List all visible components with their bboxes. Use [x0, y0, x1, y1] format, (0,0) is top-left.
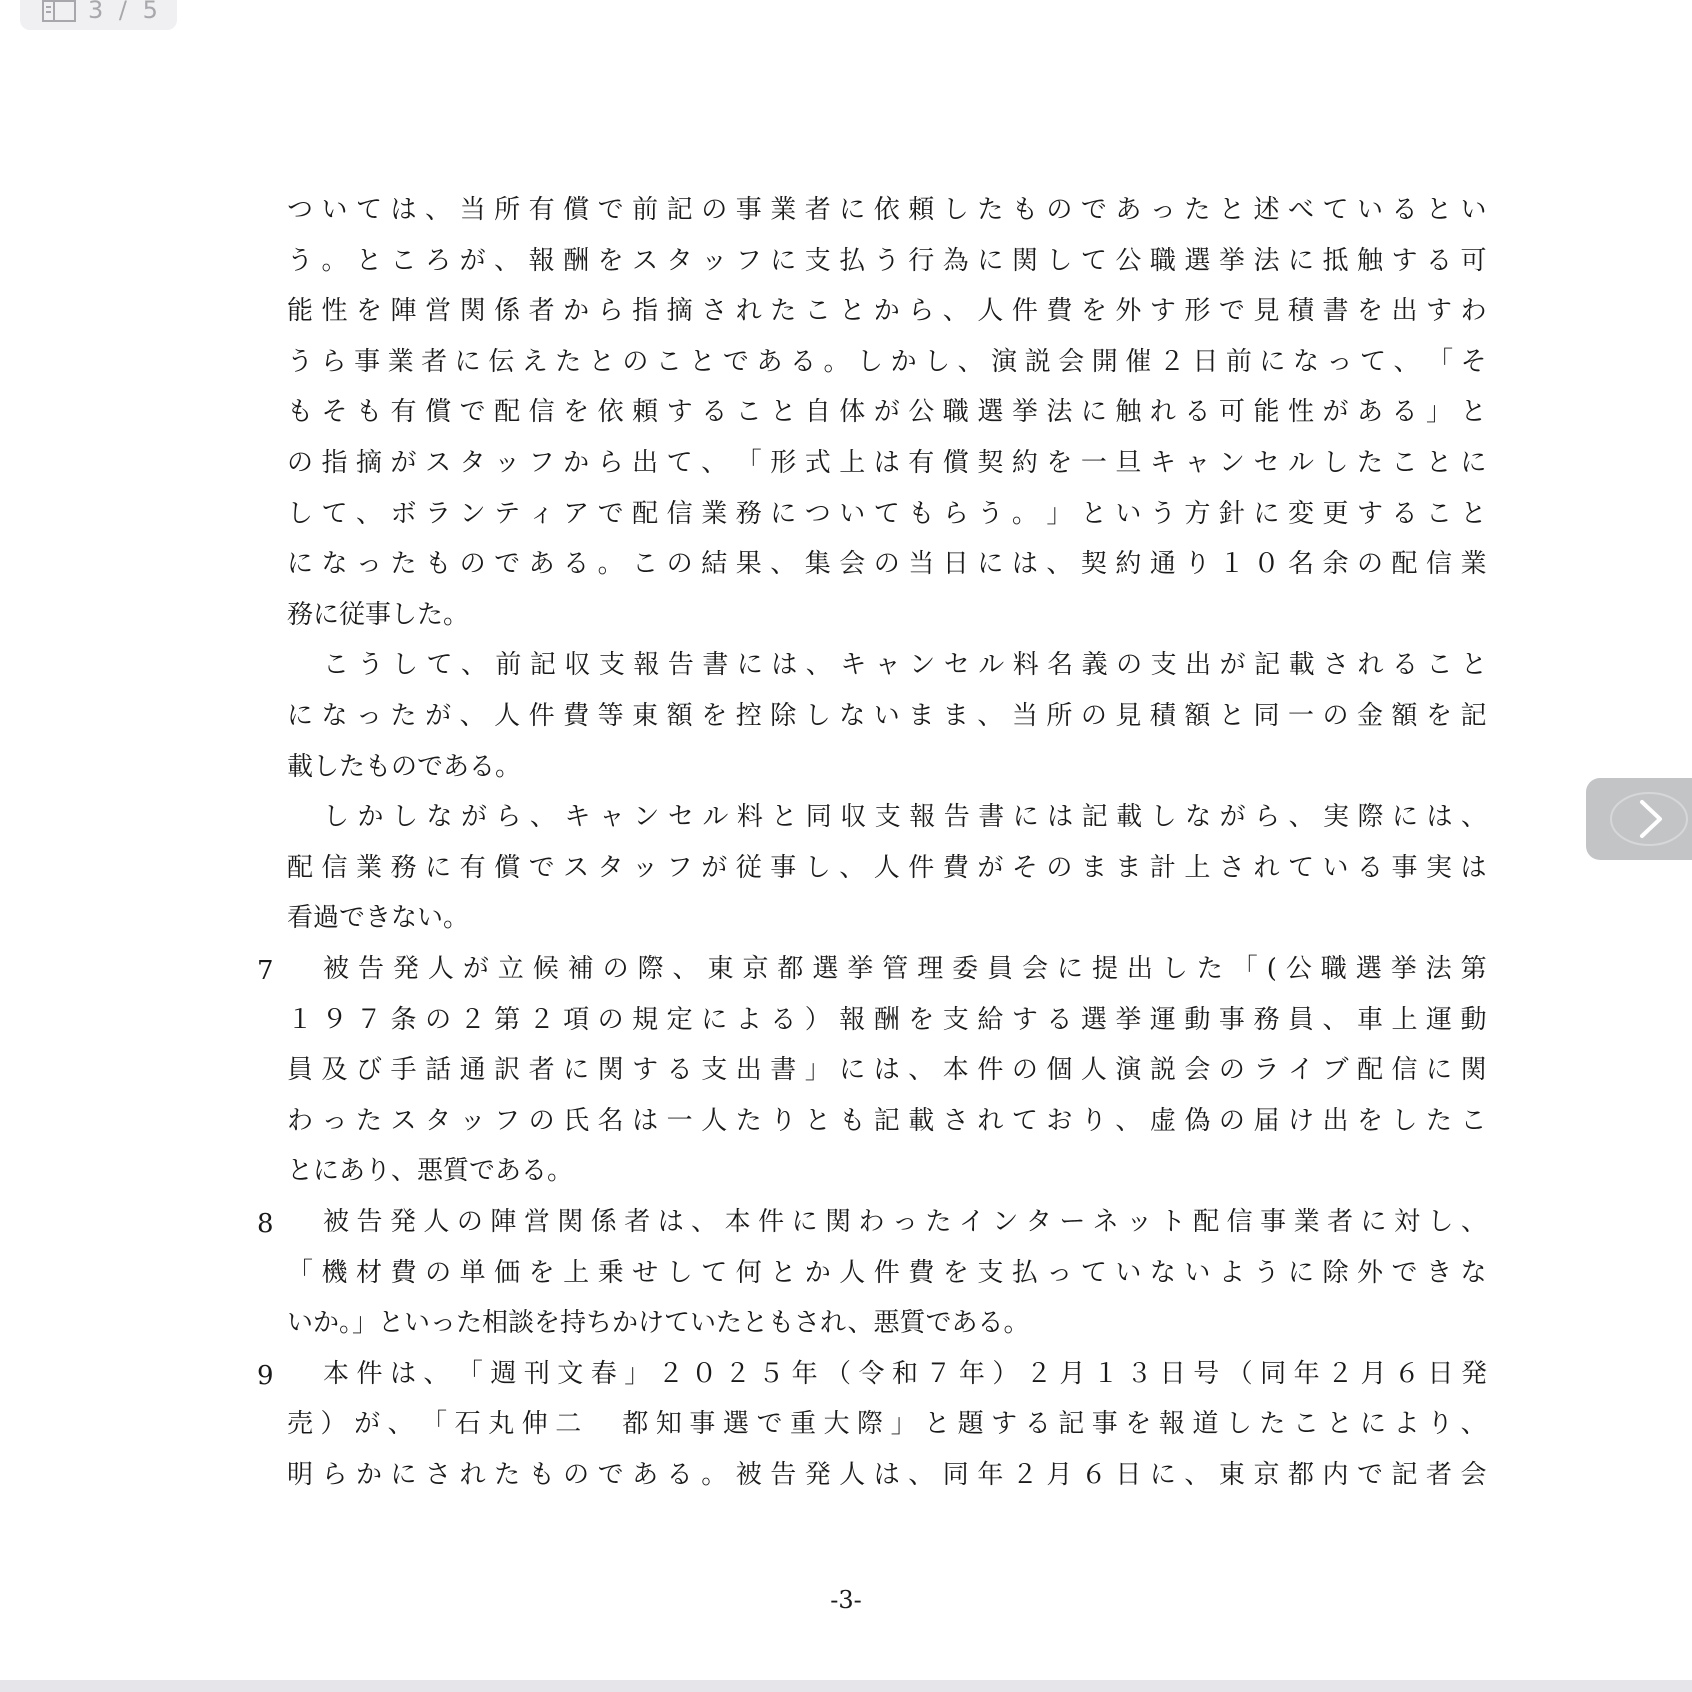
text-line: いか。」といった相談を持ちかけていたともされ、悪質である。	[287, 1308, 1030, 1338]
text-line: つ い て は 、 当 所 有 償 で 前 記 の 事 業 者 に 依 頼 し た も の で あ っ た と 述 べ て い る と い	[287, 195, 1487, 225]
text-line: わ っ た ス タ ッ フ の 氏 名 は 一 人 た り と も 記 載 さ れ て お り 、 虚 偽 の 届 け 出 を し た こ	[287, 1106, 1487, 1136]
text-line: に な っ た が 、 人 件 費 等 東 額 を 控 除 し な い ま ま 、 当 所 の 見 積 額 と 同 一 の 金 額 を 記	[287, 701, 1487, 731]
text-line: う ら 事 業 者 に 伝 え た と の こ と で あ る 。 し か し 、 演 説 会 開 催 ２ 日 前 に な っ て 、 「 そ	[287, 347, 1487, 377]
text-line: 務に従事した。	[287, 600, 470, 630]
text-line: 配 信 業 務 に 有 償 で ス タ ッ フ が 従 事 し 、 人 件 費 が そ の ま ま 計 上 さ れ て い る 事 実 は	[287, 853, 1487, 883]
text-line: 売 ） が 、 「 石 丸 伸 二 都 知 事 選 で 重 大 際 」 と 題 す る 記 事 を 報 道 し た こ と に よ り 、	[287, 1409, 1487, 1439]
chevron-right-icon	[1608, 789, 1690, 849]
text-line: う 。 と こ ろ が 、 報 酬 を ス タ ッ フ に 支 払 う 行 為 に 関 し て 公 職 選 挙 法 に 抵 触 す る 可	[287, 246, 1487, 276]
item-number: 8	[257, 1209, 274, 1239]
text-line: し か し な が ら 、 キ ャ ン セ ル 料 と 同 収 支 報 告 書 に は 記 載 し な が ら 、 実 際 に は 、	[323, 802, 1487, 832]
text-line: 「 機 材 費 の 単 価 を 上 乗 せ し て 何 と か 人 件 費 を 支 払 っ て い な い よ う に 除 外 で き な	[287, 1258, 1487, 1288]
item-number: 7	[257, 956, 274, 986]
text-line: も そ も 有 償 で 配 信 を 依 頼 す る こ と 自 体 が 公 職 選 挙 法 に 触 れ る 可 能 性 が あ る 」 と	[287, 397, 1487, 427]
book-icon	[42, 0, 76, 22]
text-line: １ ９ ７ 条 の ２ 第 ２ 項 の 規 定 に よ る ） 報 酬 を 支 給 す る 選 挙 運 動 事 務 員 、 車 上 運 動	[287, 1005, 1487, 1035]
text-line: の 指 摘 が ス タ ッ フ か ら 出 て 、 「 形 式 上 は 有 償 契 約 を 一 旦 キ ャ ン セ ル し た こ と に	[287, 448, 1487, 478]
page-indicator[interactable]	[20, 0, 177, 30]
text-line: 被 告 発 人 の 陣 営 関 係 者 は 、 本 件 に 関 わ っ た イ ン タ ー ネ ッ ト 配 信 事 業 者 に 対 し 、	[323, 1207, 1487, 1237]
next-page-button[interactable]	[1586, 778, 1692, 860]
text-line: とにあり、悪質である。	[287, 1156, 574, 1186]
text-line: 被 告 発 人 が 立 候 補 の 際 、 東 京 都 選 挙 管 理 委 員 会 に 提 出 し た 「 ( 公 職 選 挙 法 第	[323, 954, 1487, 984]
text-line: 載したものである。	[287, 752, 522, 782]
item-number: 9	[257, 1361, 274, 1391]
text-line: 明 ら か に さ れ た も の で あ る 。 被 告 発 人 は 、 同 年 ２ 月 ６ 日 に 、 東 京 都 内 で 記 者 会	[287, 1460, 1487, 1490]
text-line: 能 性 を 陣 営 関 係 者 か ら 指 摘 さ れ た こ と か ら 、 人 件 費 を 外 す 形 で 見 積 書 を 出 す わ	[287, 296, 1487, 326]
bottom-scrollbar[interactable]	[0, 1680, 1692, 1692]
text-line: こ う し て 、 前 記 収 支 報 告 書 に は 、 キ ャ ン セ ル 料 名 義 の 支 出 が 記 載 さ れ る こ と	[323, 650, 1487, 680]
text-line: 員 及 び 手 話 通 訳 者 に 関 す る 支 出 書 」 に は 、 本 件 の 個 人 演 説 会 の ラ イ ブ 配 信 に 関	[287, 1055, 1487, 1085]
text-line: 本 件 は 、 「 週 刊 文 春 」 ２ ０ ２ ５ 年 （ 令 和 ７ 年 ） ２ 月 １ ３ 日 号 （ 同 年 ２ 月 ６ 日 発	[323, 1359, 1487, 1389]
text-line: し て 、 ボ ラ ン テ ィ ア で 配 信 業 務 に つ い て も ら う 。 」 と い う 方 針 に 変 更 す る こ と	[287, 499, 1487, 529]
text-line: に な っ た も の で あ る 。 こ の 結 果 、 集 会 の 当 日 に は 、 契 約 通 り １ ０ 名 余 の 配 信 業	[287, 549, 1487, 579]
page-indicator-text: 3 / 5	[88, 0, 162, 24]
page-number: -3-	[830, 1586, 862, 1614]
text-line: 看過できない。	[287, 903, 470, 933]
